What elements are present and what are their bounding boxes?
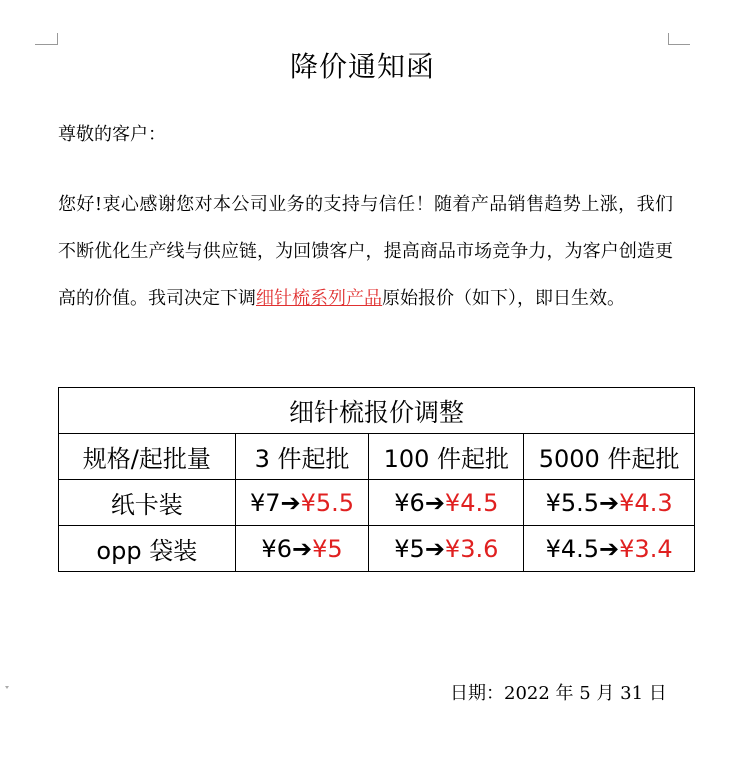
arrow-right-icon: ➔ — [291, 534, 313, 563]
header-tier-5000: 5000 件起批 — [524, 434, 695, 480]
salutation: 尊敬的客户： — [58, 124, 166, 145]
old-price: ¥4.5 — [545, 534, 600, 563]
price-cell — [369, 480, 524, 526]
old-price: ¥5.5 — [545, 488, 600, 517]
header-spec: 规格/起批量 — [59, 434, 236, 480]
old-price: ¥5 — [394, 534, 425, 563]
price-cell — [524, 480, 695, 526]
new-price: ¥4.5 — [444, 488, 499, 517]
product-series-link[interactable]: 细针梳系列产品 — [256, 288, 382, 309]
price-cell — [235, 480, 369, 526]
body-text-after-link: 原始报价（如下），即日生效。 — [382, 288, 625, 309]
arrow-right-icon: ➔ — [424, 488, 445, 517]
table-header-row — [59, 434, 695, 480]
table-caption-row — [59, 388, 695, 434]
arrow-right-icon: ➔ — [424, 534, 445, 563]
body-paragraph — [58, 181, 673, 322]
crop-mark-top-left-v — [57, 33, 58, 45]
price-cell — [524, 526, 695, 572]
spec-cell: 纸卡装 — [59, 480, 236, 526]
body-text-before-link: 您好!衷心感谢您对本公司业务的支持与信任！随着产品销售趋势上涨，我们不断优化生产线与供应链，为回馈客户，提高商品市场竞争力，为客户创造更高的价值。我司决定下调 — [58, 194, 673, 309]
spec-cell: opp 袋装 — [59, 526, 236, 572]
old-price: ¥6 — [394, 488, 425, 517]
price-cell — [369, 526, 524, 572]
new-price: ¥3.6 — [444, 534, 499, 563]
new-price: ¥5 — [312, 534, 343, 563]
arrow-right-icon: ➔ — [599, 488, 620, 517]
old-price: ¥7 — [249, 488, 281, 517]
document-title: 降价通知函 — [289, 50, 435, 83]
table-caption: 细针梳报价调整 — [59, 388, 695, 434]
price-cell — [235, 526, 369, 572]
date-line: 日期：2022 年 5 月 31 日 — [450, 683, 667, 704]
new-price: ¥3.4 — [619, 534, 673, 563]
margin-marker-icon — [5, 686, 9, 690]
arrow-right-icon: ➔ — [599, 534, 620, 563]
table-row — [59, 480, 695, 526]
price-adjustment-table — [58, 387, 695, 572]
header-tier-3: 3 件起批 — [235, 434, 369, 480]
new-price: ¥5.5 — [300, 488, 355, 517]
table-row — [59, 526, 695, 572]
header-tier-100: 100 件起批 — [369, 434, 524, 480]
arrow-right-icon: ➔ — [280, 488, 301, 517]
old-price: ¥6 — [261, 534, 292, 563]
new-price: ¥4.3 — [619, 488, 673, 517]
